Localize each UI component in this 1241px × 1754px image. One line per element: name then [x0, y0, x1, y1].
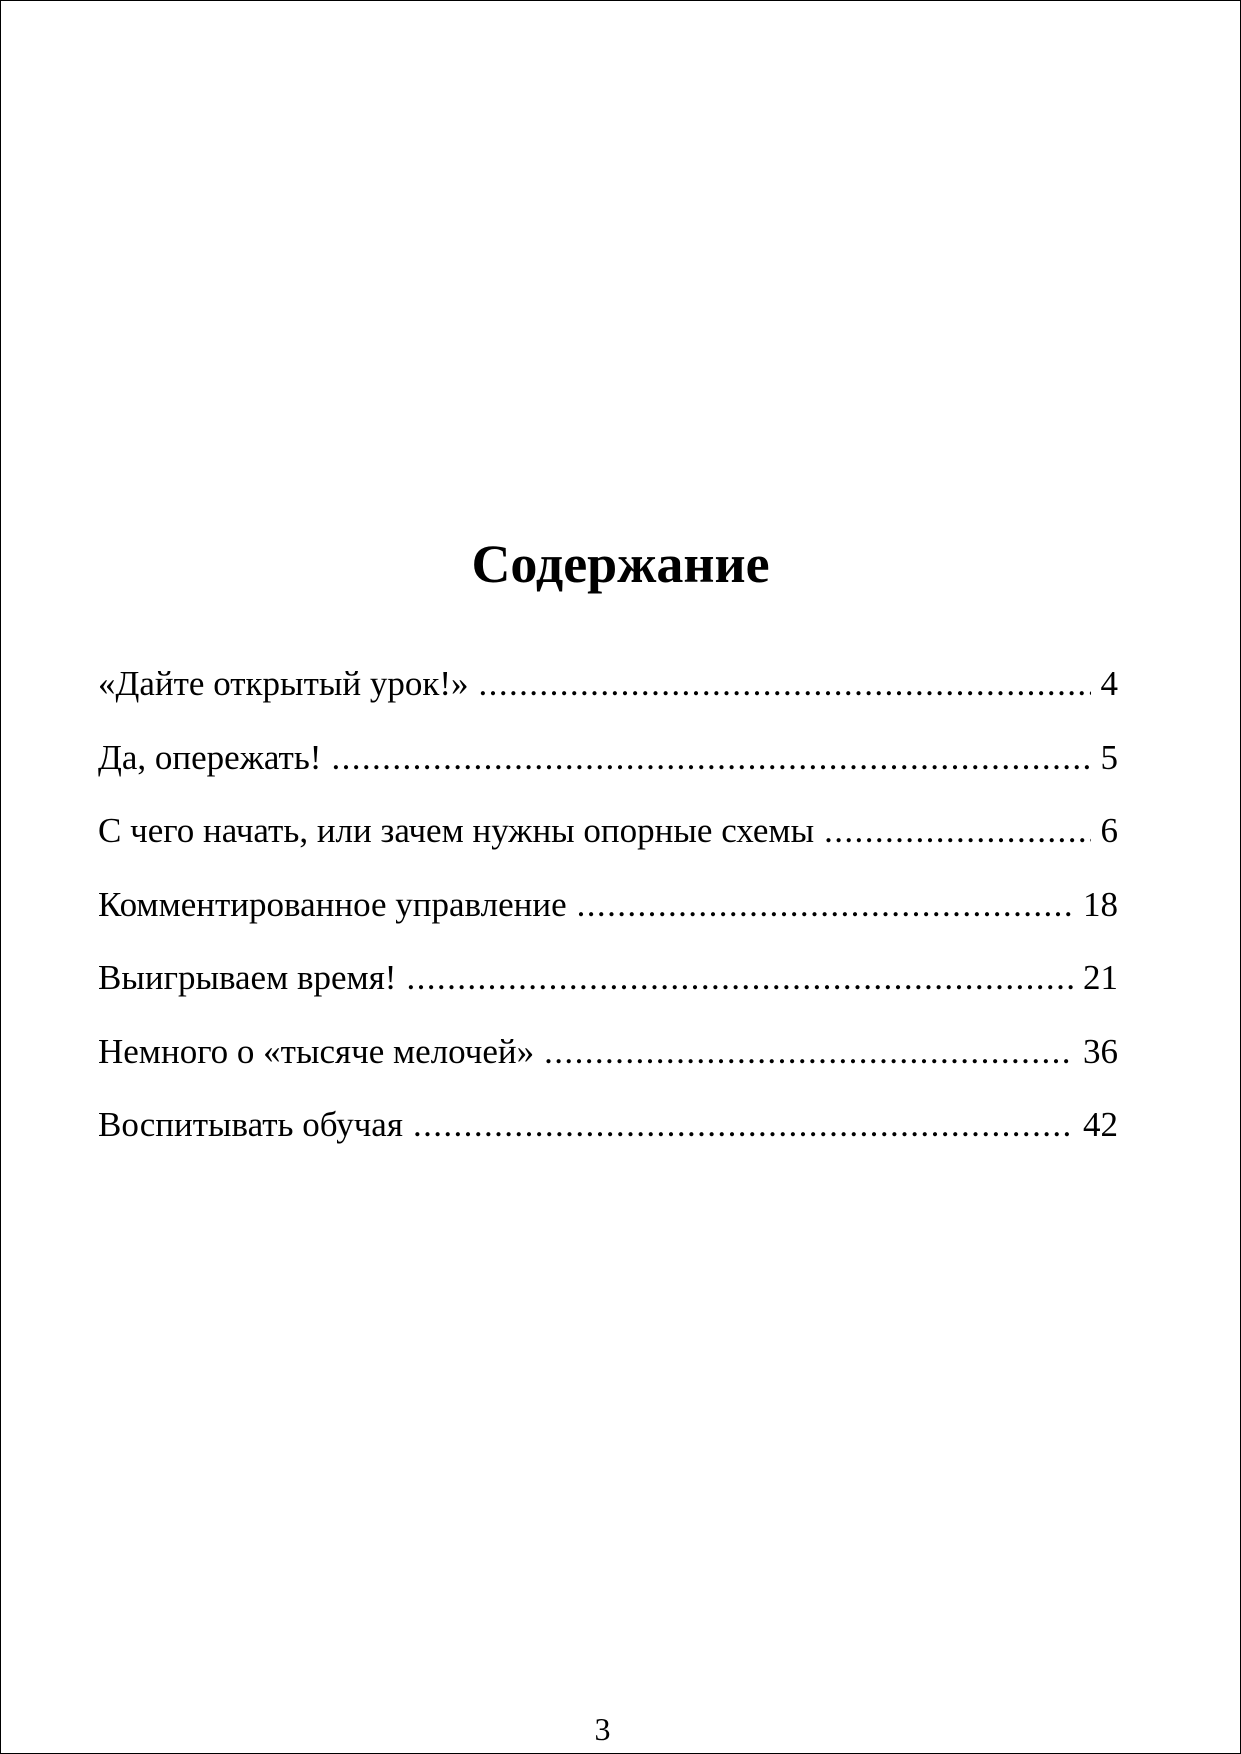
toc-entry-title: С чего начать, или зачем нужны опорные схемы — [98, 811, 815, 850]
toc-entry-title: Воспитывать обучая — [98, 1105, 403, 1144]
toc-entry[interactable] — [98, 947, 1118, 1021]
toc-dot-leader — [331, 727, 1090, 789]
toc-entry[interactable] — [98, 800, 1118, 874]
toc-entry[interactable] — [98, 874, 1118, 948]
toc-entry-page: 36 — [1083, 1031, 1118, 1071]
page-title: Содержание — [471, 534, 770, 594]
toc-entry-page: 4 — [1100, 664, 1118, 703]
toc-entry-page: 42 — [1083, 1105, 1118, 1144]
toc-entry-page: 21 — [1083, 958, 1118, 997]
toc-dot-leader — [824, 800, 1090, 862]
toc-entry-title: «Дайте открытый урок!» — [98, 664, 469, 703]
toc-dot-leader — [479, 653, 1091, 715]
toc-entry-title: Выигрываем время! — [98, 958, 397, 997]
toc-dot-leader — [413, 1094, 1073, 1156]
toc-dot-leader — [406, 947, 1073, 1009]
toc-entry-page: 5 — [1100, 737, 1118, 777]
toc-entry-page: 6 — [1100, 811, 1118, 850]
toc-entry[interactable] — [98, 653, 1118, 727]
toc-entry-title: Немного о «тысяче мелочей» — [98, 1031, 535, 1071]
toc-entry[interactable] — [98, 727, 1118, 801]
toc-entry-page: 18 — [1083, 884, 1118, 924]
toc-entry[interactable] — [98, 1021, 1118, 1095]
table-of-contents — [98, 653, 1118, 1168]
page-number: 3 — [594, 1711, 611, 1747]
toc-entry[interactable] — [98, 1094, 1118, 1168]
toc-entry-title: Да, опережать! — [98, 737, 322, 777]
toc-dot-leader — [577, 874, 1073, 936]
toc-dot-leader — [544, 1021, 1073, 1083]
toc-entry-title: Комментированное управление — [98, 884, 567, 924]
